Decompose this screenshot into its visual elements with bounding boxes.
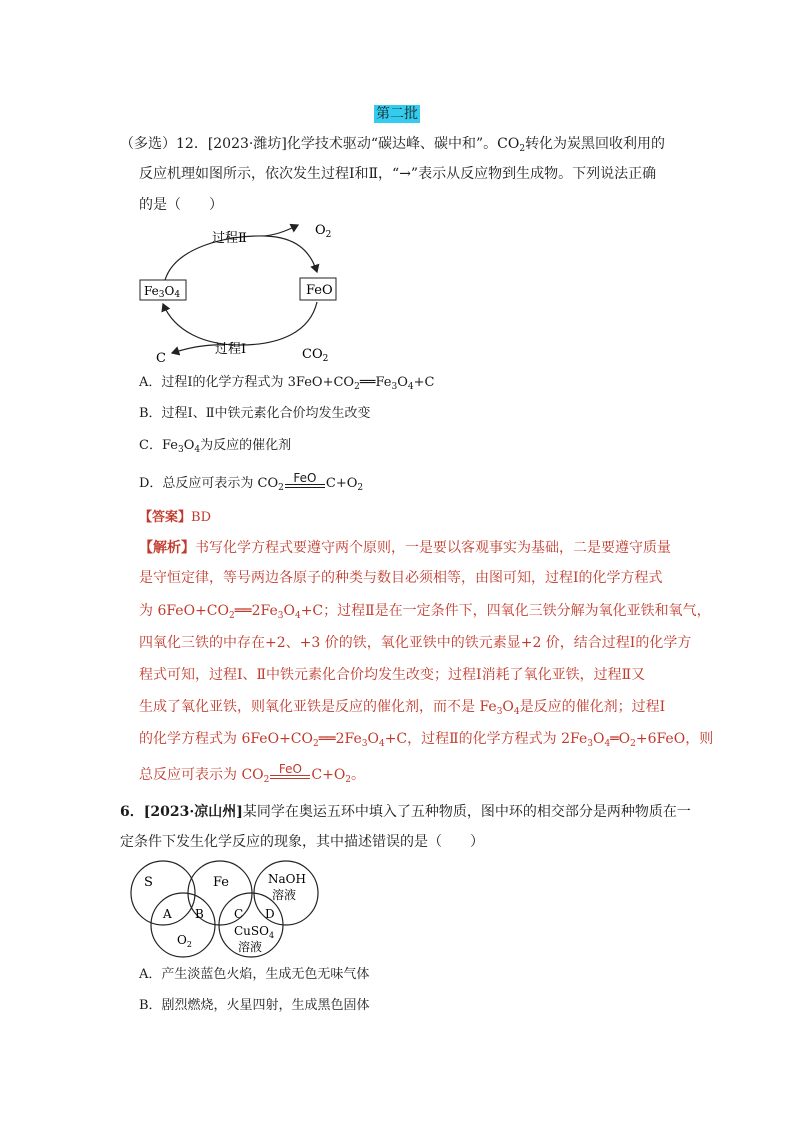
o2-label: $O_2$ [315, 223, 332, 240]
fe3o4-label: Fe3O4 [144, 284, 181, 300]
intersection-c: C [234, 907, 244, 921]
q6-option-b[interactable]: B．剧烈燃烧，火星四射，生成黑色固体 [139, 998, 370, 1013]
q6-stem-line1: 6．[2023·凉山州]某同学在奥运五环中填入了五种物质，图中环的相交部分是两种物质在一 [120, 804, 691, 820]
process-2-label: 过程Ⅱ [212, 231, 247, 246]
ring-fe-label: Fe [213, 875, 230, 890]
q6-stem-line2: 定条件下发生化学反应的现象，其中描述错误的是（ ） [120, 834, 484, 850]
analysis-line4: 四氧化三铁的中存在+2、+3 价的铁，氧化亚铁中的铁元素显+2 价，结合过程Ⅰ的化学方 [139, 635, 692, 651]
q12-option-a[interactable]: A．过程Ⅰ的化学方程式为 $3FeO+CO_2══Fe_3O_4+C$ [139, 375, 435, 392]
intersection-a: A [163, 907, 172, 921]
intersection-b: B [195, 907, 204, 921]
co2-label: $CO_2$ [302, 347, 329, 364]
intersection-d: D [265, 907, 275, 921]
ring-o2-label: $O_2$ [177, 933, 192, 949]
lower-arc-arrow [163, 302, 317, 345]
q6-option-a[interactable]: A．产生淡蓝色火焰，生成无色无味气体 [139, 967, 370, 982]
analysis-line6: 生成了氧化亚铁，则氧化亚铁是反应的催化剂，而不是 $Fe_3O_4$是反应的催化剂；过程Ⅰ [139, 699, 666, 717]
olympic-rings-diagram [118, 858, 328, 958]
analysis-line2: 是守恒定律，等号两边各原子的种类与数目必须相等，由图可知，过程Ⅰ的化学方程式 [139, 570, 663, 586]
answer-line: 【答案】BD [139, 510, 211, 525]
ring-naoh-solution: 溶液 [272, 888, 297, 902]
q12-stem-line2: 反应机理如图所示，依次发生过程Ⅰ和Ⅱ，“→”表示从反应物到生成物。下列说法正确 [139, 166, 657, 182]
ring-cuso4-solution: 溶液 [238, 940, 263, 954]
reaction-cycle-diagram [130, 220, 360, 368]
q12-option-c[interactable]: C．$Fe_3O_4$为反应的催化剂 [139, 438, 292, 455]
q12-option-d[interactable]: D．总反应可表示为 $CO_2$ FeO $C+O_2$ [139, 470, 364, 493]
ring-s-label: S [144, 875, 153, 890]
ring-cuso4-label: CuSO$_4$ [234, 924, 275, 940]
analysis-line7: 的化学方程式为 $6FeO+CO_2══2Fe_3O_4+C$，过程Ⅱ的化学方程式为 $2Fe_3O_4═O_2+6FeO$，则 [139, 731, 714, 749]
c-label: C [156, 351, 166, 366]
analysis-line5: 程式可知，过程Ⅰ、Ⅱ中铁元素化合价均发生改变；过程Ⅰ消耗了氧化亚铁，过程Ⅱ又 [139, 667, 646, 683]
q12-stem-line1: （多选）12．[2023·潍坊]化学技术驱动“碳达峰、碳中和”。$CO_2$转化为炭黑回收利用的 [120, 136, 666, 154]
process-1-label: 过程Ⅰ [215, 342, 247, 357]
analysis-line3: 为 $6FeO+CO_2══2Fe_3O_4+C$；过程Ⅱ是在一定条件下，四氧化三铁分解为氧化亚铁和氧气， [139, 603, 711, 621]
q12-option-b[interactable]: B．过程Ⅰ、Ⅱ中铁元素化合价均发生改变 [139, 406, 371, 421]
analysis-line1: 【解析】书写化学方程式要遵守两个原则，一是要以客观事实为基础，二是要遵守质量 [139, 540, 671, 556]
ring-naoh-label: NaOH [268, 872, 306, 886]
feo-label: FeO [306, 283, 333, 298]
section-title: 第二批 [376, 106, 418, 122]
analysis-line8: 总反应可表示为 $CO_2$ FeO $C+O_2$。 [139, 762, 366, 785]
q12-stem-line3: 的是（ ） [139, 197, 223, 213]
o2-arrow [265, 225, 298, 236]
